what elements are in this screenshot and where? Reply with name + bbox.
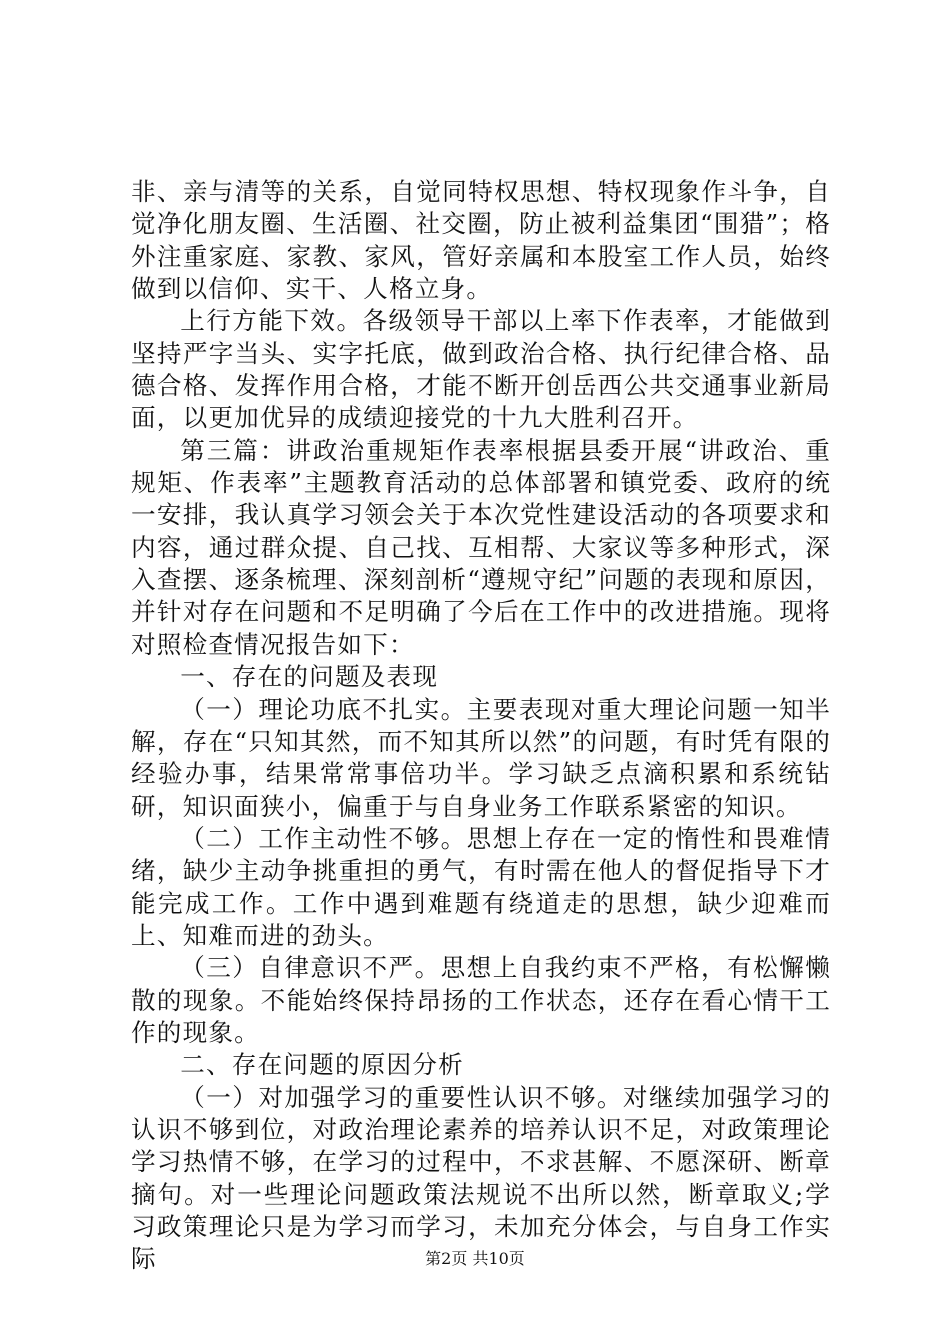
paragraph-section-title: 第三篇：讲政治重规矩作表率根据县委开展“讲政治、重规矩、作表率”主题教育活动的总体部署和镇党委、政府的统一安排，我认真学习领会关于本次党性建设活动的各项要求和内容，通过群众提、自己找、互相帮、大家议等多种形式，深入查摆、逐条梳理、深刻剖析“遵规守纪”问题的表现和原因，并针对存在问题和不足明确了今后在工作中的改进措施。现将对照检查情况报告如下： [131,435,831,659]
paragraph-item-3: （三）自律意识不严。思想上自我约束不严格，有松懈懒散的现象。不能始终保持昂扬的工作状态，还存在看心情干工作的现象。 [131,953,831,1047]
heading-problems: 一、存在的问题及表现 [180,662,439,692]
document-body [131,176,831,1276]
page-footer: 第2页 共10页 [425,1249,525,1268]
paragraph-item-1: （一）理论功底不扎实。主要表现对重大理论问题一知半解，存在“只知其然，而不知其所以然”的问题，有时凭有限的经验办事，结果常常事倍功半。学习缺乏点滴积累和系统钻研，知识面狭小，偏重于与自身业务工作联系紧密的知识。 [131,694,831,821]
paragraph-cause-1: （一）对加强学习的重要性认识不够。对继续加强学习的认识不够到位，对政治理论素养的培养认识不足，对政策理论学习热情不够，在学习的过程中，不求甚解、不愿深研、断章摘句。对一些理论问题政策法规说不出所以然，断章取义;学习政策理论只是为学习而学习，未加充分体会，与自身工作实际 [131,1082,831,1274]
heading-causes: 二、存在问题的原因分析 [180,1050,464,1080]
paragraph-item-2: （二）工作主动性不够。思想上存在一定的惰性和畏难情绪，缺少主动争挑重担的勇气，有时需在他人的督促指导下才能完成工作。工作中遇到难题有绕道走的思想，缺少迎难而上、知难而进的劲头。 [131,823,831,950]
paragraph-continuation: 非、亲与清等的关系，自觉同特权思想、特权现象作斗争，自觉净化朋友圈、生活圈、社交圈，防止被利益集团“围猎”；格外注重家庭、家教、家风，管好亲属和本股室工作人员，始终做到以信仰、实干、人格立身。 [131,177,831,304]
paragraph: 上行方能下效。各级领导干部以上率下作表率，才能做到坚持严字当头、实字托底，做到政治合格、执行纪律合格、品德合格、发挥作用合格，才能不断开创岳西公共交通事业新局面，以更加优异的成绩迎接党的十九大胜利召开。 [131,306,831,433]
